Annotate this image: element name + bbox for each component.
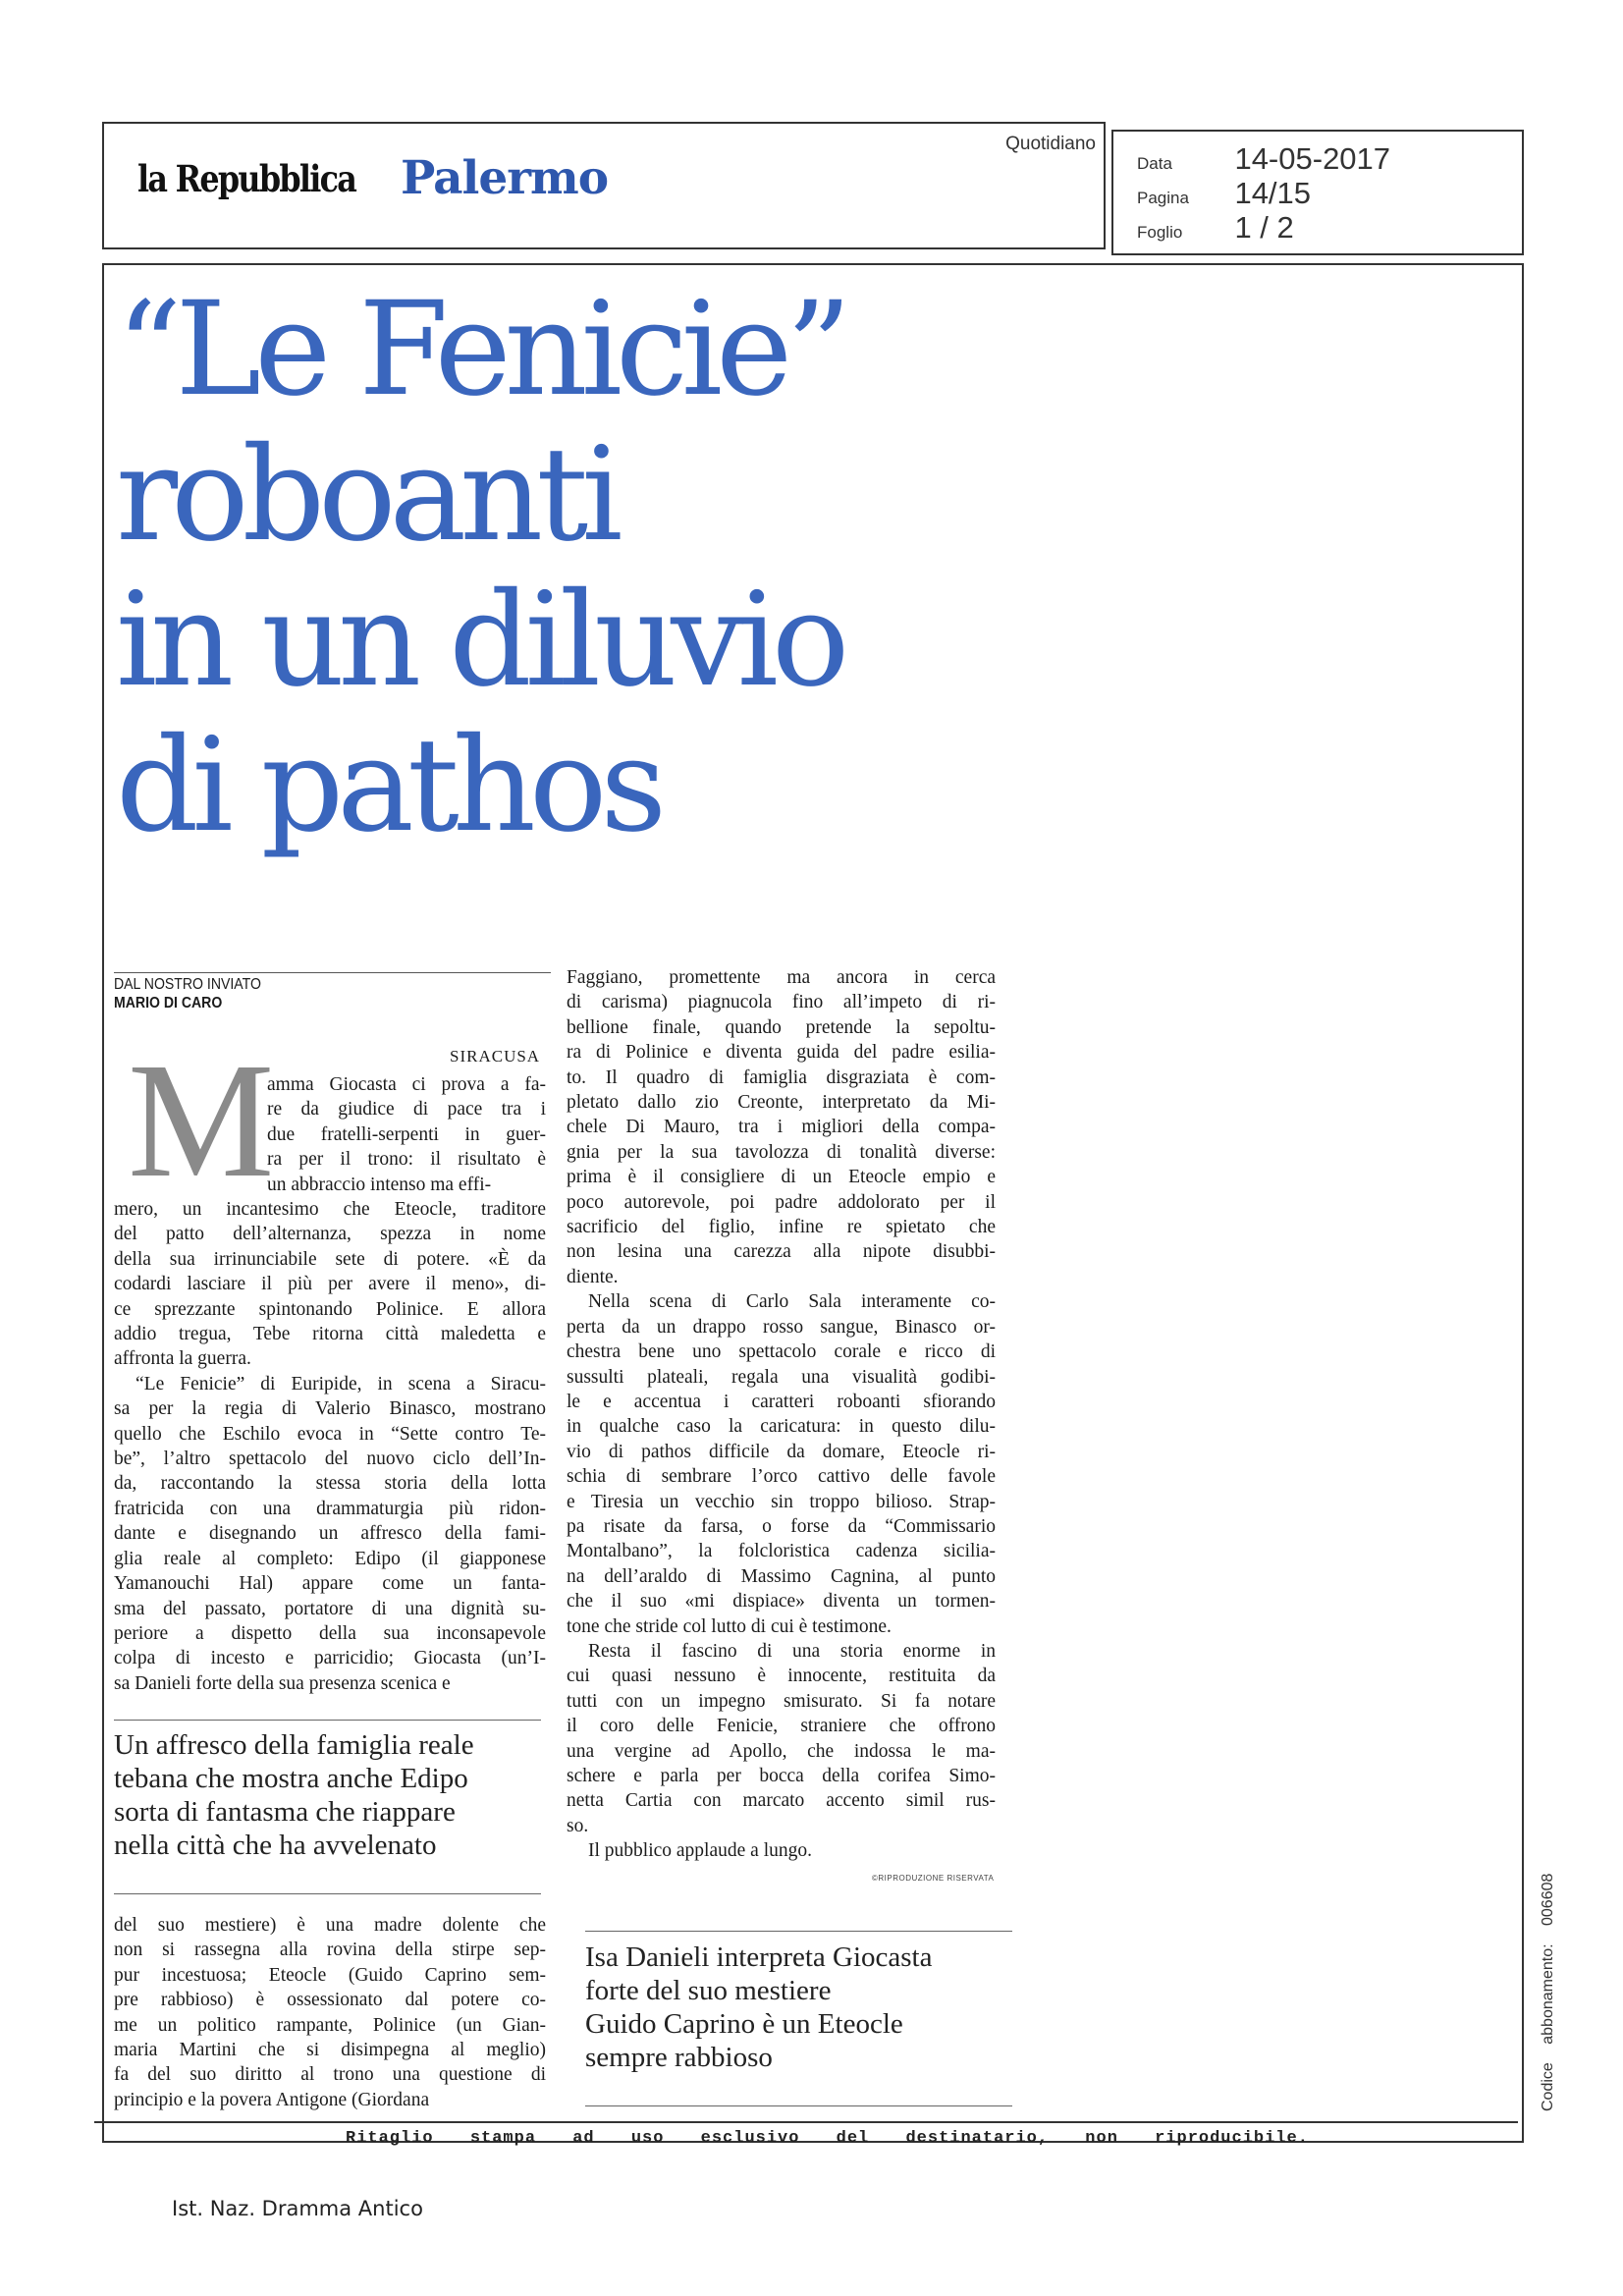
- text-line: sussulti plateali, regala una visualità godibi-: [567, 1366, 996, 1388]
- pull-quote-line: Un affresco della famiglia reale: [114, 1729, 474, 1761]
- meta-value: 1 / 2: [1234, 210, 1294, 245]
- dateline: SIRACUSA: [450, 1047, 541, 1066]
- text-line: chele Di Mauro, tra i migliori della compa-: [567, 1117, 996, 1138]
- pull-quote-2-rule-bottom: [585, 2105, 1012, 2106]
- pull-quote-line: forte del suo mestiere: [585, 1975, 832, 2006]
- text-line: Il pubblico applaude a lungo.: [588, 1840, 812, 1862]
- pull-quote-line: tebana che mostra anche Edipo: [114, 1763, 468, 1794]
- text-line: non si rassegna alla rovina della stirpe sep-: [114, 1940, 546, 1961]
- text-line: affronta la guerra.: [114, 1348, 251, 1370]
- text-line: to. Il quadro di famiglia disgraziata è com-: [567, 1066, 996, 1088]
- text-line: sa per la regia di Valerio Binasco, mostrano: [114, 1398, 546, 1420]
- headline-line: in un diluvio: [116, 565, 843, 716]
- meta-value: 14-05-2017: [1234, 141, 1391, 176]
- text-line: della sua irrinunciabile sete di potere. «È da: [114, 1248, 546, 1270]
- text-line: na dell’araldo di Massimo Cagnina, al punto: [567, 1565, 996, 1587]
- text-line: colpa di incesto e parricidio; Giocasta (un’I-: [114, 1648, 546, 1669]
- pull-quote-line: sempre rabbioso: [585, 2042, 773, 2073]
- text-line: pre rabbioso) è ossessionato dal potere co-: [114, 1990, 546, 2011]
- text-line: mero, un incantesimo che Eteocle, traditore: [114, 1199, 546, 1220]
- pull-quote-line: nella città che ha avvelenato: [114, 1830, 437, 1861]
- drop-cap: M: [128, 1029, 275, 1212]
- byline-label: DAL NOSTRO INVIATO: [114, 976, 261, 993]
- text-line: sma del passato, portatore di una dignità su-: [114, 1598, 546, 1619]
- text-line: perta da un drappo rosso sangue, Binasco or-: [567, 1316, 996, 1338]
- text-line: fratricida con una drammaturgia più ridon-: [114, 1498, 546, 1519]
- text-line: non lesina una carezza alla nipote disubbi-: [567, 1241, 996, 1263]
- pull-quote-rule-bottom: [114, 1893, 541, 1894]
- reproduction-notice: Ritaglio stampa ad uso esclusivo del destinatario, non riproducibile.: [346, 2129, 1309, 2148]
- pull-quote-line: Isa Danieli interpreta Giocasta: [585, 1941, 933, 1973]
- text-line: pletato dallo zio Creonte, interpretato da Mi-: [567, 1092, 996, 1114]
- text-line: diente.: [567, 1266, 619, 1287]
- meta-label: Foglio: [1137, 223, 1183, 242]
- headline-line: “Le Fenicie”: [116, 274, 845, 425]
- copyright-note: ©RIPRODUZIONE RISERVATA: [872, 1874, 995, 1883]
- text-line: pa risate da farsa, o forse da “Commissario: [567, 1515, 996, 1537]
- text-line: netta Cartia con marcato accento simil rus-: [567, 1790, 996, 1812]
- text-line: prima è il consigliere di un Eteocle empio e: [567, 1167, 996, 1188]
- text-line: vio di pathos difficile da domare, Eteocle ri-: [567, 1441, 996, 1462]
- headline-line: roboanti: [116, 419, 617, 571]
- text-line: e Tiresia un vecchio sin troppo bilioso. Strap-: [567, 1491, 996, 1512]
- text-line: in qualche caso la caricatura: in questo dilu-: [567, 1416, 996, 1438]
- text-line: gnia per la sua tavolozza di tonalità diverse:: [567, 1141, 996, 1163]
- pull-quote-rule-top: [114, 1720, 541, 1721]
- text-line: bellione finale, quando pretende la sepoltu-: [567, 1016, 996, 1038]
- text-line: amma Giocasta ci prova a fa-: [267, 1074, 546, 1095]
- column-1-lead: [267, 1072, 546, 1197]
- subscription-code: Codice abbonamento: 006608: [1540, 1873, 1556, 2111]
- text-line: re da giudice di pace tra i: [267, 1099, 546, 1121]
- source-institution: Ist. Naz. Dramma Antico: [172, 2197, 423, 2220]
- text-line: chestra bene uno spettacolo corale e ricco di: [567, 1341, 996, 1363]
- masthead-box: [102, 122, 1106, 249]
- text-line: pur incestuosa; Eteocle (Guido Caprino sem-: [114, 1964, 546, 1986]
- text-line: sa Danieli forte della sua presenza scenica e: [114, 1672, 451, 1694]
- meta-value: 14/15: [1234, 176, 1312, 210]
- text-line: da, raccontando la stessa storia della lotta: [114, 1473, 546, 1495]
- publication-type: Quotidiano: [1005, 134, 1096, 154]
- column-2-body: [567, 965, 996, 1864]
- meta-row-date: [1137, 141, 1390, 177]
- text-line: Nella scena di Carlo Sala interamente co-: [588, 1291, 996, 1313]
- text-line: poco autorevole, poi padre addolorato per il: [567, 1191, 996, 1213]
- text-line: schia di sembrare l’orco cattivo delle favole: [567, 1466, 996, 1488]
- text-line: sacrificio del figlio, infine re spietato che: [567, 1217, 996, 1238]
- pull-quote-2-rule-top: [585, 1931, 1012, 1932]
- text-line: che il suo «mi dispiace» diventa un tormen-: [567, 1591, 996, 1613]
- text-line: addio tregua, Tebe ritorna città maledetta e: [114, 1324, 546, 1345]
- pull-quote-line: Guido Caprino è un Eteocle: [585, 2008, 903, 2040]
- text-line: ra di Polinice e diventa guida del padre esilia-: [567, 1042, 996, 1064]
- text-line: schere e parla per bocca della corifea Simo-: [567, 1766, 996, 1786]
- article-headline: [116, 274, 1098, 861]
- meta-row-sheet: [1137, 210, 1294, 246]
- text-line: le e accentua i caratteri roboanti sfiorando: [567, 1391, 996, 1412]
- text-line: Faggiano, promettente ma ancora in cerca: [567, 967, 996, 988]
- headline-line: di pathos: [116, 710, 661, 861]
- text-line: dante e disegnando un affresco della fami-: [114, 1523, 546, 1545]
- text-line: maria Martini che si disimpegna al meglio): [114, 2040, 546, 2061]
- text-line: tone che stride col lutto di cui è testimone.: [567, 1615, 892, 1637]
- pull-quote-line: sorta di fantasma che riappare: [114, 1796, 456, 1828]
- text-line: be”, l’altro spettacolo del nuovo ciclo dell’In-: [114, 1449, 546, 1470]
- logo-city-text: Palermo: [401, 151, 609, 205]
- text-line: so.: [567, 1815, 589, 1836]
- text-line: una vergine ad Apollo, che indossa le ma-: [567, 1740, 996, 1762]
- text-line: me un politico rampante, Polinice (un Gian-: [114, 2014, 546, 2036]
- text-line: del patto dell’alternanza, spezza in nome: [114, 1224, 546, 1245]
- text-line: Resta il fascino di una storia enorme in: [588, 1640, 996, 1662]
- text-line: Montalbano”, la folcloristica cadenza sicilia-: [567, 1541, 996, 1562]
- text-line: glia reale al completo: Edipo (il giapponese: [114, 1548, 546, 1569]
- meta-label: Pagina: [1137, 189, 1189, 207]
- text-line: quello che Eschilo evoca in “Sette contro Te-: [114, 1423, 546, 1445]
- meta-label: Data: [1137, 154, 1172, 173]
- text-line: fa del suo diritto al trono una questione di: [114, 2064, 546, 2086]
- text-line: del suo mestiere) è una madre dolente che: [114, 1915, 546, 1936]
- byline-author: MARIO DI CARO: [114, 995, 223, 1011]
- column-1-continued: [114, 1913, 546, 2112]
- newspaper-logo: [137, 151, 609, 205]
- text-line: codardi lasciare il più per avere il meno», di-: [114, 1274, 546, 1295]
- text-line: Yamanouchi Hal) appare come un fanta-: [114, 1573, 546, 1595]
- text-line: principio e la povera Antigone (Giordana: [114, 2089, 430, 2110]
- text-line: cui quasi nessuno è innocente, restituita da: [567, 1666, 996, 1687]
- column-1-body: [114, 1197, 546, 1696]
- text-line: ce sprezzante spintonando Polinice. E allora: [114, 1298, 546, 1320]
- text-line: di carisma) piagnucola fino all’impeto di ri-: [567, 992, 996, 1013]
- text-line: tutti con un impegno smisurato. Si fa notare: [567, 1690, 996, 1712]
- text-line: periore a dispetto della sua inconsapevole: [114, 1622, 546, 1644]
- meta-row-page: [1137, 176, 1311, 211]
- text-line: ra per il trono: il risultato è: [267, 1149, 546, 1171]
- pull-quote-1: [114, 1728, 474, 1862]
- text-line: “Le Fenicie” di Euripide, in scena a Siracu-: [135, 1373, 546, 1394]
- text-line: il coro delle Fenicie, straniere che offrono: [567, 1716, 996, 1737]
- logo-main-text: la Repubblica: [137, 157, 356, 200]
- pull-quote-2: [585, 1941, 932, 2074]
- metadata-box: [1111, 130, 1524, 255]
- text-line: due fratelli-serpenti in guer-: [267, 1123, 546, 1145]
- text-line: un abbraccio intenso ma effi-: [267, 1174, 492, 1195]
- byline-divider: [114, 972, 551, 973]
